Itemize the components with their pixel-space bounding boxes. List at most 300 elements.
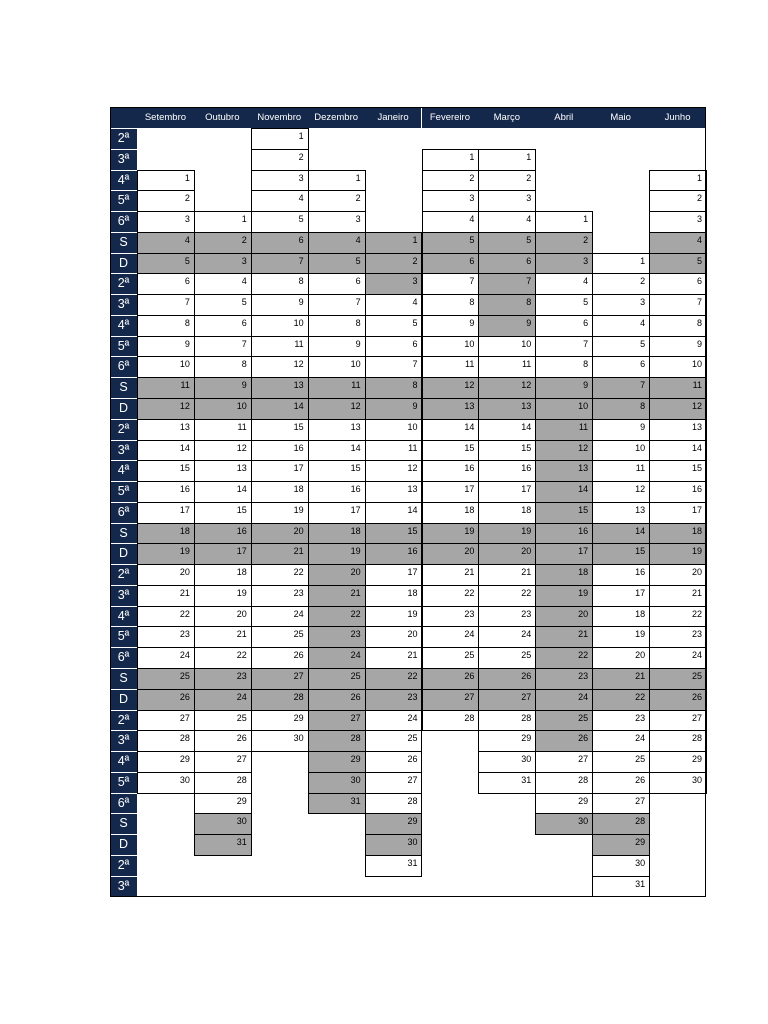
day-cell: 22: [649, 606, 707, 627]
day-cell: 9: [592, 419, 650, 440]
weekday-label: 5ª: [110, 190, 137, 211]
day-cell: 30: [137, 772, 195, 794]
day-cell: 24: [649, 647, 707, 668]
day-cell: 3: [535, 253, 593, 274]
day-cell: 26: [422, 668, 480, 689]
day-cell: 15: [194, 502, 252, 523]
weekday-label: 5ª: [110, 626, 137, 647]
day-cell: 28: [535, 772, 593, 793]
month-header: Junho: [649, 107, 706, 128]
day-cell: 19: [365, 606, 423, 627]
school-year-calendar: [110, 107, 706, 897]
day-cell: 1: [308, 170, 366, 191]
day-cell: 2: [535, 232, 593, 253]
day-cell: 13: [137, 419, 195, 440]
month-header: Abril: [535, 107, 592, 128]
day-cell: 4: [137, 232, 195, 253]
month-header: Outubro: [194, 107, 251, 128]
day-cell: 13: [422, 398, 480, 419]
day-cell: 11: [251, 336, 309, 357]
day-cell: 23: [478, 606, 536, 627]
day-cell: 20: [478, 543, 536, 564]
day-cell: 6: [649, 273, 707, 294]
day-cell: 21: [308, 585, 366, 606]
day-cell: 14: [422, 419, 480, 440]
day-cell: 11: [308, 377, 366, 398]
day-cell: 18: [251, 481, 309, 502]
day-cell: 9: [478, 315, 536, 336]
day-cell: 12: [137, 398, 195, 419]
day-cell: 21: [137, 585, 195, 606]
day-cell: 28: [194, 772, 252, 793]
day-cell: 2: [365, 253, 423, 274]
day-cell: 2: [194, 232, 252, 253]
day-cell: 10: [137, 356, 195, 377]
weekday-label: S: [110, 523, 137, 544]
day-cell: 21: [194, 626, 252, 647]
day-cell: 30: [649, 772, 707, 794]
day-cell: 11: [137, 377, 195, 398]
weekday-label: 3ª: [110, 440, 137, 461]
day-cell: 8: [365, 377, 423, 398]
day-cell: 19: [422, 523, 480, 544]
day-cell: 29: [478, 730, 536, 751]
day-cell: 11: [535, 419, 593, 440]
day-cell: 20: [251, 523, 309, 544]
day-cell: 23: [251, 585, 309, 606]
day-cell: 10: [251, 315, 309, 336]
day-cell: 12: [535, 440, 593, 461]
day-cell: 5: [422, 232, 480, 253]
day-cell: 19: [137, 543, 195, 564]
day-cell: 27: [137, 710, 195, 731]
day-cell: 22: [365, 668, 423, 689]
weekday-label: 2ª: [110, 855, 137, 876]
day-cell: 11: [478, 356, 536, 377]
day-cell: 29: [365, 813, 423, 834]
day-cell: 17: [649, 502, 707, 523]
day-cell: 20: [422, 543, 480, 564]
day-cell: 20: [137, 564, 195, 585]
day-cell: 24: [137, 647, 195, 668]
day-cell: 3: [251, 170, 309, 191]
day-cell: 21: [422, 564, 480, 585]
day-cell: 6: [194, 315, 252, 336]
day-cell: 30: [194, 813, 252, 834]
weekday-label: 5ª: [110, 481, 137, 502]
day-cell: 18: [308, 523, 366, 544]
day-cell: 12: [308, 398, 366, 419]
day-cell: 25: [649, 668, 707, 689]
day-cell: 4: [422, 211, 480, 232]
weekday-label: 4ª: [110, 460, 137, 481]
day-cell: 17: [308, 502, 366, 523]
day-cell: 3: [308, 211, 366, 232]
day-cell: 10: [422, 336, 480, 357]
day-cell: 2: [478, 170, 536, 191]
day-cell: 14: [308, 440, 366, 461]
day-cell: 29: [592, 834, 650, 855]
day-cell: 12: [478, 377, 536, 398]
day-cell: 25: [194, 710, 252, 731]
day-cell: 15: [535, 502, 593, 523]
day-cell: 28: [365, 793, 423, 814]
day-cell: 4: [194, 273, 252, 294]
day-cell: 29: [194, 793, 252, 814]
day-cell: 29: [137, 751, 195, 772]
day-cell: 9: [365, 398, 423, 419]
day-cell: 14: [478, 419, 536, 440]
day-cell: 1: [137, 170, 195, 191]
day-cell: 24: [251, 606, 309, 627]
weekday-label: S: [110, 813, 137, 834]
day-cell: 7: [365, 356, 423, 377]
weekday-label: 3ª: [110, 294, 137, 315]
day-cell: 28: [308, 730, 366, 751]
header-corner: [110, 107, 137, 128]
day-cell: 8: [649, 315, 707, 336]
day-cell: 18: [649, 523, 707, 544]
day-cell: 23: [649, 626, 707, 647]
day-cell: 2: [422, 170, 480, 191]
day-cell: 19: [478, 523, 536, 544]
day-cell: 14: [365, 502, 423, 523]
weekday-label: 6ª: [110, 211, 137, 232]
day-cell: 22: [251, 564, 309, 585]
day-cell: 22: [535, 647, 593, 668]
day-cell: 26: [365, 751, 423, 772]
day-cell: 17: [365, 564, 423, 585]
day-cell: 17: [478, 481, 536, 502]
day-cell: 7: [194, 336, 252, 357]
day-cell: 1: [478, 149, 536, 170]
day-cell: 23: [365, 689, 423, 710]
day-cell: 8: [194, 356, 252, 377]
day-cell: 3: [649, 211, 707, 232]
day-cell: 8: [592, 398, 650, 419]
day-cell: 6: [308, 273, 366, 294]
day-cell: 27: [422, 689, 480, 710]
day-cell: 15: [251, 419, 309, 440]
month-header: Março: [478, 107, 535, 128]
day-cell: 27: [251, 668, 309, 689]
weekday-label: D: [110, 543, 137, 564]
day-cell: 11: [365, 440, 423, 461]
day-cell: 15: [478, 440, 536, 461]
day-cell: 22: [478, 585, 536, 606]
weekday-label: 2ª: [110, 273, 137, 294]
day-cell: 25: [592, 751, 650, 772]
day-cell: 16: [308, 481, 366, 502]
day-cell: 10: [194, 398, 252, 419]
day-cell: 31: [478, 772, 536, 794]
day-cell: 8: [422, 294, 480, 315]
day-cell: 12: [592, 481, 650, 502]
day-cell: 7: [592, 377, 650, 398]
weekday-label: 3ª: [110, 149, 137, 170]
day-cell: 21: [251, 543, 309, 564]
day-cell: 10: [308, 356, 366, 377]
day-cell: 18: [592, 606, 650, 627]
day-cell: 16: [137, 481, 195, 502]
day-cell: 15: [137, 460, 195, 481]
day-cell: 24: [535, 689, 593, 710]
day-cell: 4: [308, 232, 366, 253]
day-cell: 2: [251, 149, 309, 170]
day-cell: 4: [251, 190, 309, 211]
day-cell: 25: [535, 710, 593, 731]
day-cell: 1: [365, 232, 423, 253]
day-cell: 18: [478, 502, 536, 523]
day-cell: 1: [422, 149, 480, 170]
day-cell: 19: [194, 585, 252, 606]
day-cell: 22: [422, 585, 480, 606]
day-cell: 4: [365, 294, 423, 315]
day-cell: 13: [308, 419, 366, 440]
weekday-label: 4ª: [110, 315, 137, 336]
day-cell: 5: [535, 294, 593, 315]
day-cell: 10: [649, 356, 707, 377]
day-cell: 5: [251, 211, 309, 232]
weekday-label: 2ª: [110, 564, 137, 585]
day-cell: 16: [251, 440, 309, 461]
day-cell: 5: [308, 253, 366, 274]
day-cell: 9: [194, 377, 252, 398]
day-cell: 10: [592, 440, 650, 461]
day-cell: 16: [422, 460, 480, 481]
day-cell: 2: [137, 190, 195, 211]
day-cell: 13: [592, 502, 650, 523]
month-header: Maio: [592, 107, 649, 128]
day-cell: 13: [194, 460, 252, 481]
day-cell: 9: [649, 336, 707, 357]
day-cell: 15: [308, 460, 366, 481]
day-cell: 14: [194, 481, 252, 502]
weekday-label: 3ª: [110, 730, 137, 751]
day-cell: 28: [137, 730, 195, 751]
day-cell: 5: [194, 294, 252, 315]
day-cell: 6: [137, 273, 195, 294]
day-cell: 20: [649, 564, 707, 585]
day-cell: 8: [478, 294, 536, 315]
day-cell: 18: [535, 564, 593, 585]
day-cell: 1: [649, 170, 707, 191]
day-cell: 22: [592, 689, 650, 710]
day-cell: 6: [365, 336, 423, 357]
day-cell: 6: [422, 253, 480, 274]
day-cell: 26: [308, 689, 366, 710]
day-cell: 9: [137, 336, 195, 357]
day-cell: 26: [251, 647, 309, 668]
day-cell: 21: [649, 585, 707, 606]
day-cell: 5: [592, 336, 650, 357]
day-cell: 28: [478, 710, 536, 731]
day-cell: 3: [422, 190, 480, 211]
day-cell: 6: [251, 232, 309, 253]
day-cell: 3: [137, 211, 195, 232]
day-cell: 28: [649, 730, 707, 751]
day-cell: 4: [535, 273, 593, 294]
day-cell: 12: [649, 398, 707, 419]
day-cell: 6: [592, 356, 650, 377]
day-cell: 20: [592, 647, 650, 668]
month-header: Fevereiro: [422, 107, 479, 128]
month-header: Dezembro: [308, 107, 365, 128]
day-cell: 13: [478, 398, 536, 419]
day-cell: 7: [478, 273, 536, 294]
day-cell: 1: [535, 211, 593, 232]
day-cell: 14: [137, 440, 195, 461]
weekday-label: 2ª: [110, 710, 137, 731]
weekday-label: 4ª: [110, 751, 137, 772]
day-cell: 6: [478, 253, 536, 274]
day-cell: 7: [422, 273, 480, 294]
day-cell: 28: [422, 710, 480, 732]
day-cell: 31: [365, 855, 423, 877]
month-header: Janeiro: [365, 107, 422, 128]
day-cell: 27: [308, 710, 366, 731]
day-cell: 21: [365, 647, 423, 668]
day-cell: 9: [535, 377, 593, 398]
day-cell: 26: [194, 730, 252, 751]
day-cell: 24: [194, 689, 252, 710]
day-cell: 12: [365, 460, 423, 481]
weekday-label: 2ª: [110, 419, 137, 440]
day-cell: 26: [592, 772, 650, 793]
day-cell: 9: [251, 294, 309, 315]
day-cell: 14: [649, 440, 707, 461]
weekday-label: 4ª: [110, 606, 137, 627]
day-cell: 30: [478, 751, 536, 772]
day-cell: 1: [194, 211, 252, 232]
day-cell: 24: [478, 626, 536, 647]
weekday-label: 6ª: [110, 356, 137, 377]
day-cell: 2: [592, 273, 650, 294]
day-cell: 29: [535, 793, 593, 814]
day-cell: 17: [422, 481, 480, 502]
day-cell: 4: [592, 315, 650, 336]
day-cell: 5: [137, 253, 195, 274]
day-cell: 16: [194, 523, 252, 544]
day-cell: 8: [137, 315, 195, 336]
day-cell: 11: [592, 460, 650, 481]
day-cell: 24: [592, 730, 650, 751]
day-cell: 19: [308, 543, 366, 564]
day-cell: 11: [194, 419, 252, 440]
day-cell: 17: [535, 543, 593, 564]
day-cell: 12: [194, 440, 252, 461]
weekday-label: 5ª: [110, 336, 137, 357]
day-cell: 16: [535, 523, 593, 544]
day-cell: 25: [137, 668, 195, 689]
month-header: Novembro: [251, 107, 308, 128]
day-cell: 10: [365, 419, 423, 440]
day-cell: 27: [535, 751, 593, 772]
day-cell: 23: [535, 668, 593, 689]
day-cell: 25: [251, 626, 309, 647]
day-cell: 2: [649, 190, 707, 211]
day-cell: 4: [478, 211, 536, 232]
day-cell: 12: [422, 377, 480, 398]
day-cell: 20: [535, 606, 593, 627]
weekday-label: 4ª: [110, 170, 137, 191]
day-cell: 3: [365, 273, 423, 294]
day-cell: 19: [535, 585, 593, 606]
day-cell: 28: [251, 689, 309, 710]
day-cell: 14: [592, 523, 650, 544]
day-cell: 27: [592, 793, 650, 814]
day-cell: 16: [478, 460, 536, 481]
day-cell: 18: [422, 502, 480, 523]
day-cell: 17: [137, 502, 195, 523]
day-cell: 3: [478, 190, 536, 211]
day-cell: 9: [308, 336, 366, 357]
day-cell: 25: [308, 668, 366, 689]
day-cell: 30: [592, 855, 650, 876]
day-cell: 5: [365, 315, 423, 336]
weekday-label: D: [110, 834, 137, 855]
day-cell: 22: [308, 606, 366, 627]
weekday-label: D: [110, 689, 137, 710]
day-cell: 7: [308, 294, 366, 315]
day-cell: 22: [137, 606, 195, 627]
day-cell: 13: [251, 377, 309, 398]
day-cell: 10: [535, 398, 593, 419]
day-cell: 5: [649, 253, 707, 274]
day-cell: 23: [422, 606, 480, 627]
day-cell: 19: [649, 543, 707, 564]
day-cell: 20: [308, 564, 366, 585]
day-cell: 5: [478, 232, 536, 253]
day-cell: 21: [592, 668, 650, 689]
day-cell: 23: [308, 626, 366, 647]
day-cell: 23: [592, 710, 650, 731]
day-cell: 24: [308, 647, 366, 668]
day-cell: 17: [592, 585, 650, 606]
day-cell: 30: [365, 834, 423, 855]
day-cell: 15: [365, 523, 423, 544]
day-cell: 17: [194, 543, 252, 564]
day-cell: 27: [649, 710, 707, 731]
day-cell: 19: [592, 626, 650, 647]
day-cell: 27: [194, 751, 252, 772]
day-cell: 17: [251, 460, 309, 481]
weekday-label: 3ª: [110, 585, 137, 606]
day-cell: 25: [365, 730, 423, 751]
day-cell: 16: [649, 481, 707, 502]
day-cell: 27: [478, 689, 536, 710]
day-cell: 10: [478, 336, 536, 357]
weekday-label: 2ª: [110, 128, 137, 149]
day-cell: 14: [251, 398, 309, 419]
weekday-label: S: [110, 668, 137, 689]
day-cell: 3: [194, 253, 252, 274]
day-cell: 18: [365, 585, 423, 606]
day-cell: 8: [535, 356, 593, 377]
day-cell: 2: [308, 190, 366, 211]
day-cell: 29: [649, 751, 707, 772]
day-cell: 21: [478, 564, 536, 585]
day-cell: 29: [308, 751, 366, 772]
day-cell: 15: [422, 440, 480, 461]
day-cell: 29: [251, 710, 309, 731]
day-cell: 21: [535, 626, 593, 647]
day-cell: 25: [422, 647, 480, 668]
day-cell: 18: [194, 564, 252, 585]
day-cell: 31: [308, 793, 366, 815]
day-cell: 15: [592, 543, 650, 564]
day-cell: 19: [251, 502, 309, 523]
